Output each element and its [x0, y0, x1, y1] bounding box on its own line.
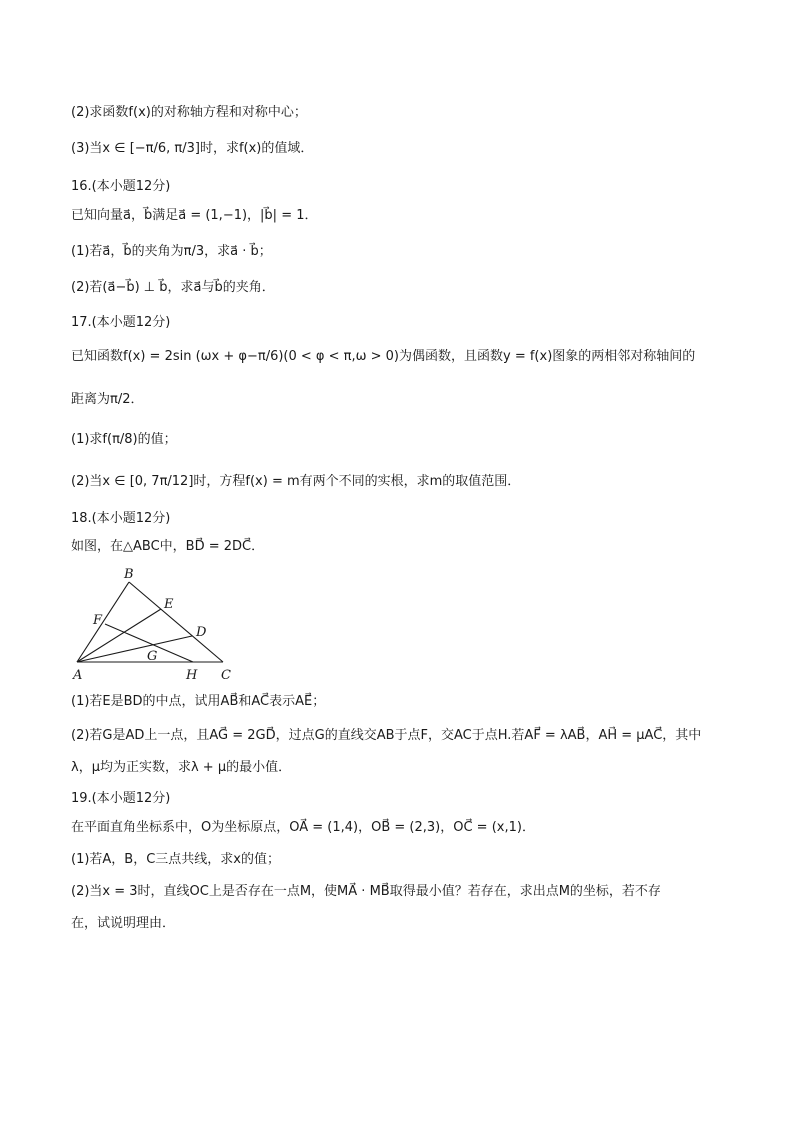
q18-part2: (2)若G是AD上一点，且AG⃗ = 2GD⃗，过点G的直线交AB于点F，交AC于点H.若AF⃗ = λAB⃗，AH⃗ = μAC⃗，其中 [71, 728, 702, 743]
q18-stem: 如图，在△ABC中，BD⃗ = 2DC⃗． [71, 539, 265, 554]
q17-part1: (1)求f(π/8)的值； [71, 432, 177, 447]
label-f: F [93, 613, 103, 628]
label-a: A [73, 668, 83, 683]
label-b: B [124, 567, 134, 582]
q19-part2: (2)当x = 3时，直线OC上是否存在一点M，使MA⃗ · MB⃗取得最小值？若存在，求出点M的坐标，若不存 [71, 884, 661, 899]
q19-stem: 在平面直角坐标系中，O为坐标原点，OA⃗ = (1,4)，OB⃗ = (2,3)，OC⃗ = (x,1)． [71, 820, 535, 835]
q19-heading: 19.(本小题12分) [71, 791, 171, 806]
q19-part1: (1)若A，B，C三点共线，求x的值； [71, 852, 280, 867]
segment-bc [129, 582, 223, 662]
q15-part2: (2)求函数f(x)的对称轴方程和对称中心； [71, 105, 307, 120]
q17-stem-cont: 距离为π/2． [71, 392, 144, 407]
segment-ab [77, 582, 129, 662]
q18-heading: 18.(本小题12分) [71, 511, 171, 526]
q16-part2: (2)若(a⃗−b⃗) ⊥ b⃗，求a⃗与b⃗的夹角． [71, 280, 275, 295]
label-d: D [196, 625, 207, 640]
q16-stem: 已知向量a⃗，b⃗满足a⃗ = (1,−1)，|b⃗| = 1． [71, 208, 318, 223]
q16-part1: (1)若a⃗，b⃗的夹角为π/3，求a⃗ · b⃗； [71, 244, 272, 259]
q17-heading: 17.(本小题12分) [71, 315, 171, 330]
label-c: C [221, 668, 231, 683]
q16-heading: 16.(本小题12分) [71, 179, 171, 194]
label-g: G [147, 649, 158, 664]
label-e: E [164, 597, 174, 612]
triangle-figure [71, 566, 241, 686]
label-h: H [186, 668, 198, 683]
q18-part2-cont: λ，μ均为正实数，求λ + μ的最小值． [71, 760, 292, 775]
q19-part2-cont: 在，试说明理由． [71, 916, 176, 931]
q17-part2: (2)当x ∈ [0, 7π/12]时，方程f(x) = m有两个不同的实根，求m的取值范围． [71, 474, 521, 489]
q17-stem: 已知函数f(x) = 2sin (ωx + φ−π/6)(0 < φ < π,ω > 0)为偶函数，且函数y = f(x)图象的两相邻对称轴间的 [71, 349, 696, 364]
q15-part3: (3)当x ∈ [−π/6, π/3]时，求f(x)的值域． [71, 141, 314, 156]
segment-ad [77, 636, 192, 662]
q18-part1: (1)若E是BD的中点，试用AB⃗和AC⃗表示AE⃗； [71, 694, 326, 709]
